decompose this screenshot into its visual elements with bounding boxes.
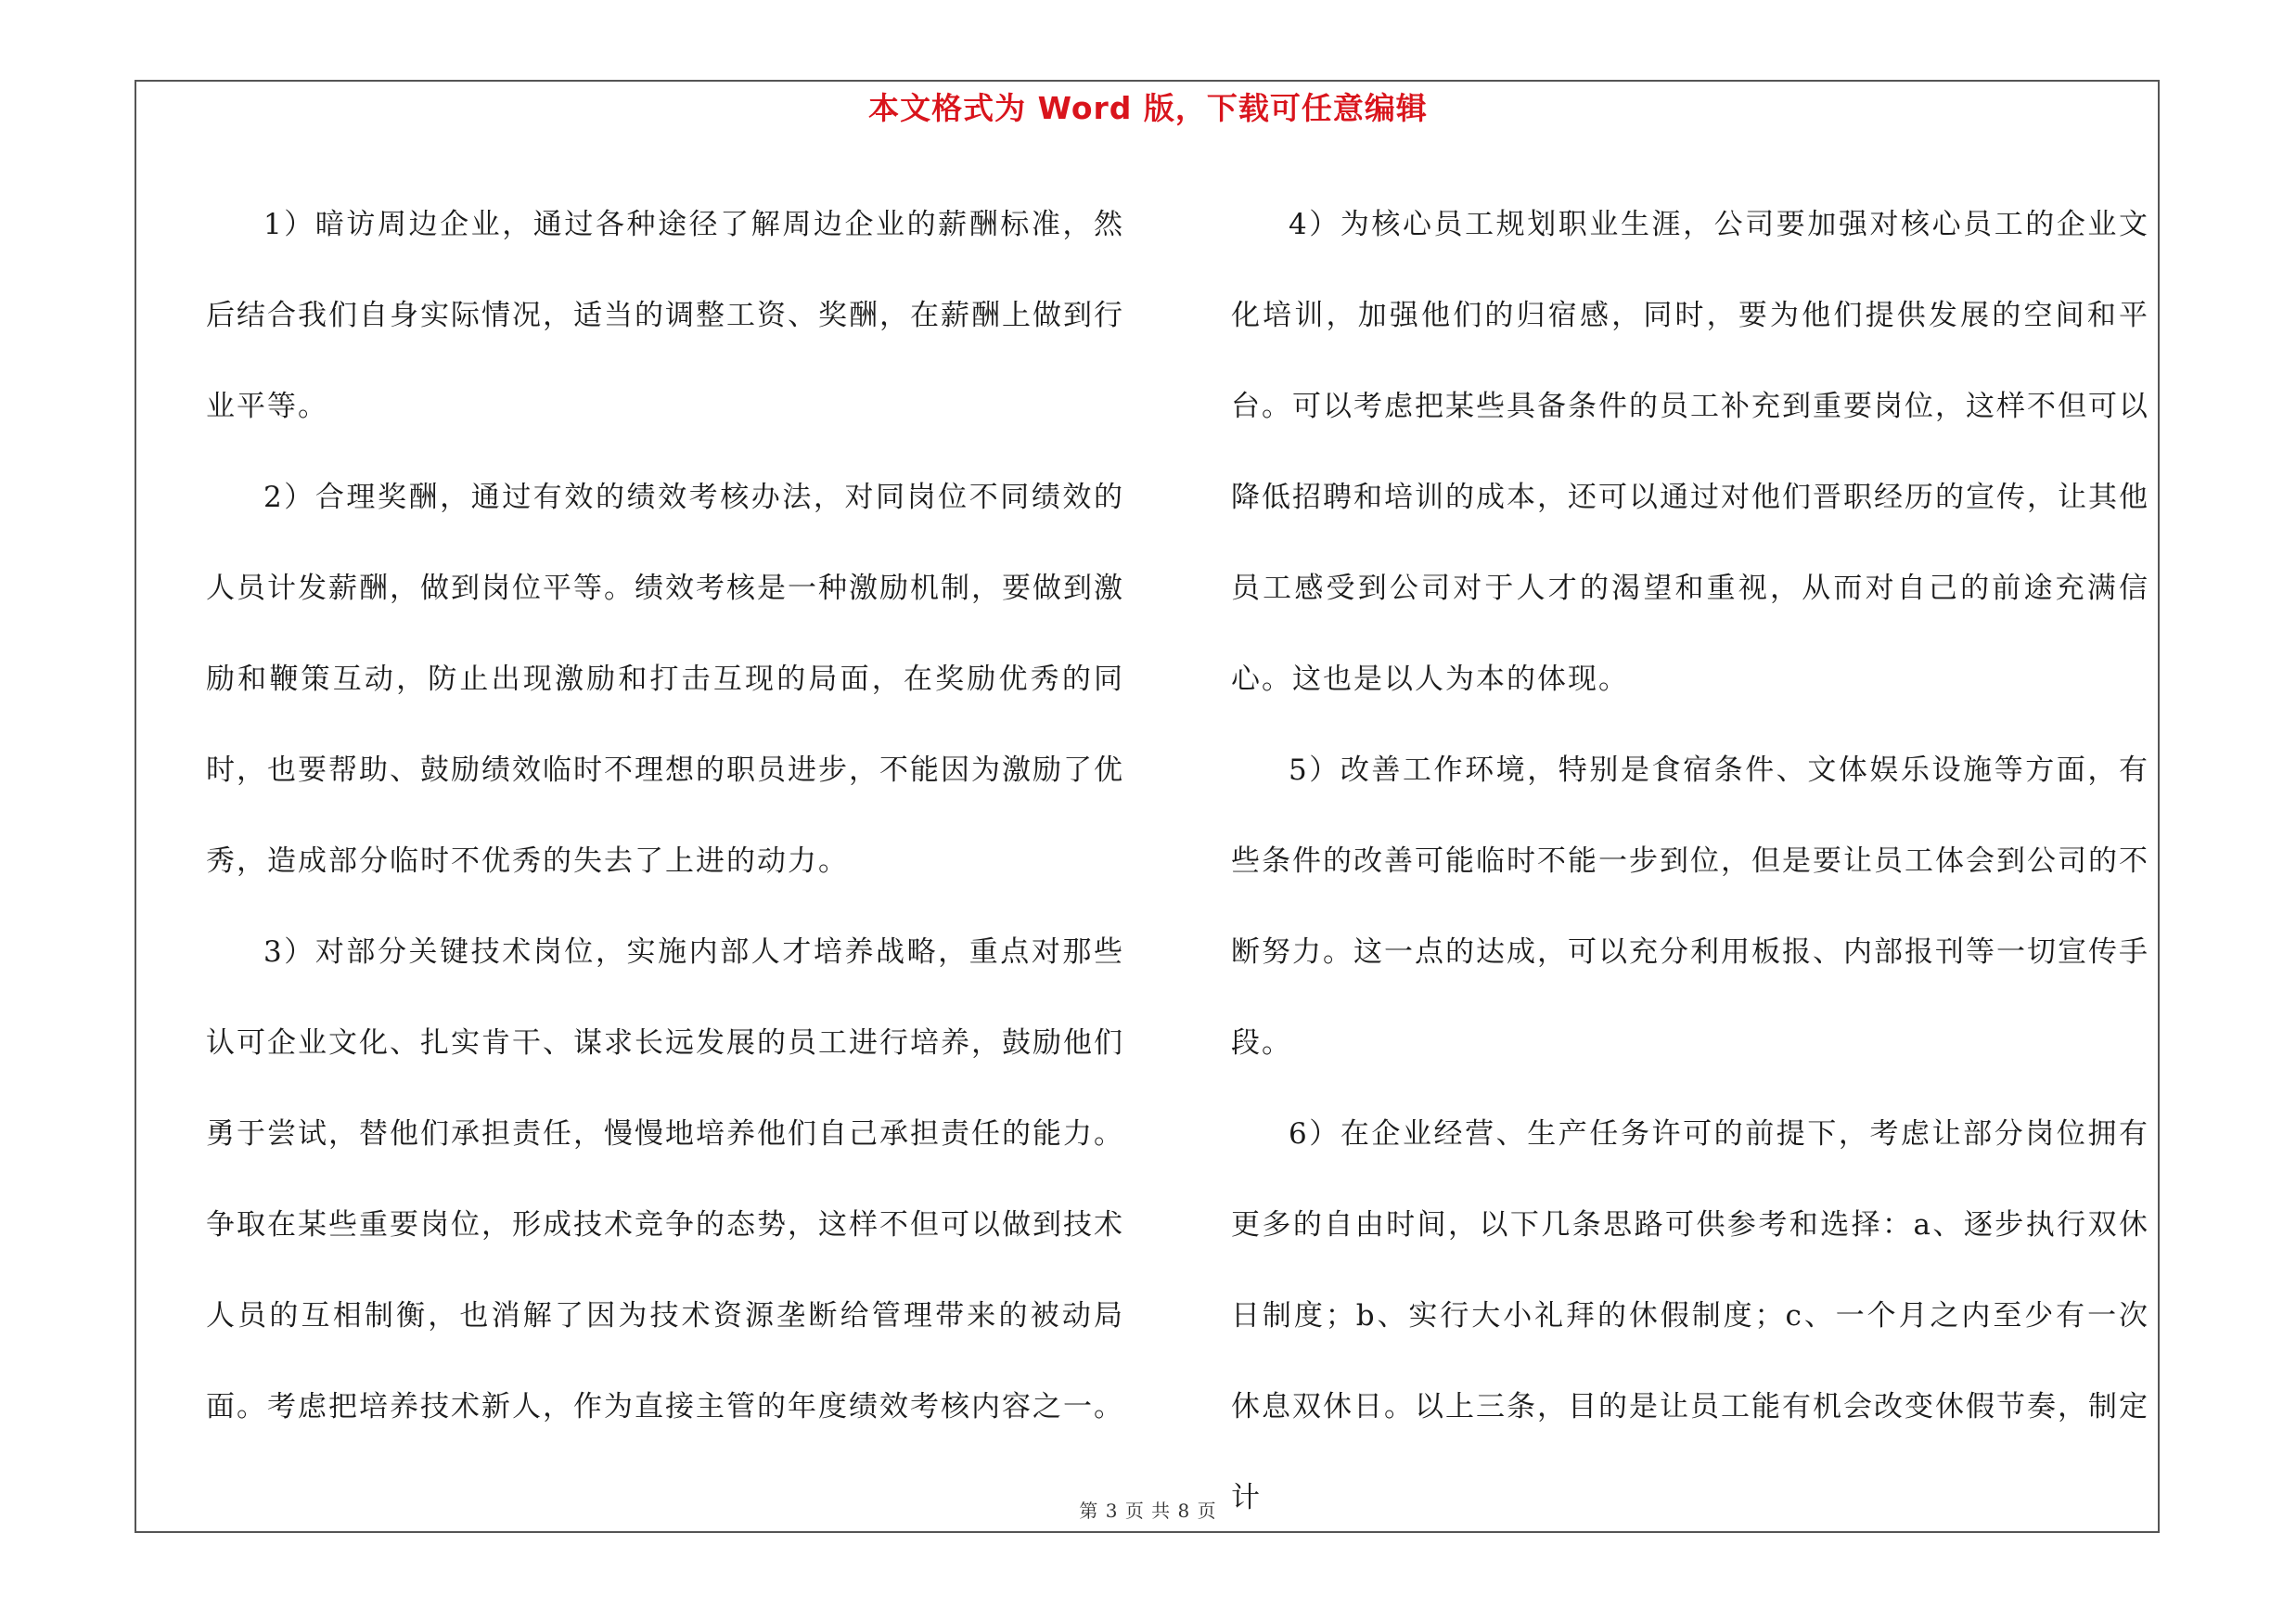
- right-column: [1231, 179, 2149, 1543]
- paragraph-6: 6）在企业经营、生产任务许可的前提下，考虑让部分岗位拥有更多的自由时间，以下几条思路可供参考和选择：a、逐步执行双休日制度；b、实行大小礼拜的休假制度；c、一个月之内至少有一次休息双休日。以上三条，目的是让员工能有机会改变休假节奏，制定计: [1231, 1117, 2149, 1514]
- paragraph-1: 1）暗访周边企业，通过各种途径了解周边企业的薪酬标准，然后结合我们自身实际情况，适当的调整工资、奖酬，在薪酬上做到行业平等。: [206, 208, 1124, 423]
- paragraph-3: 3）对部分关键技术岗位，实施内部人才培养战略，重点对那些认可企业文化、扎实肯干、谋求长远发展的员工进行培养，鼓励他们勇于尝试，替他们承担责任，慢慢地培养他们自己承担责任的能力。争取在某些重要岗位，形成技术竞争的态势，这样不但可以做到技术人员的互相制衡，也消解了因为技术资源垄断给管理带来的被动局面。考虑把培养技术新人，作为直接主管的年度绩效考核内容之一。: [206, 935, 1124, 1423]
- format-banner: 本文格式为 Word 版，下载可任意编辑: [868, 90, 1428, 126]
- page-number: 第 3 页 共 8 页: [1079, 1500, 1217, 1522]
- left-column: [206, 179, 1124, 1452]
- paragraph-2: 2）合理奖酬，通过有效的绩效考核办法，对同岗位不同绩效的人员计发薪酬，做到岗位平等。绩效考核是一种激励机制，要做到激励和鞭策互动，防止出现激励和打击互现的局面，在奖励优秀的同时，也要帮助、鼓励绩效临时不理想的职员进步，不能因为激励了优秀，造成部分临时不优秀的失去了上进的动力。: [206, 481, 1124, 878]
- paragraph-5: 5）改善工作环境，特别是食宿条件、文体娱乐设施等方面，有些条件的改善可能临时不能一步到位，但是要让员工体会到公司的不断努力。这一点的达成，可以充分利用板报、内部报刊等一切宣传手段。: [1231, 754, 2149, 1060]
- paragraph-4: 4）为核心员工规划职业生涯，公司要加强对核心员工的企业文化培训，加强他们的归宿感，同时，要为他们提供发展的空间和平台。可以考虑把某些具备条件的员工补充到重要岗位，这样不但可以降低招聘和培训的成本，还可以通过对他们晋职经历的宣传，让其他员工感受到公司对于人才的渴望和重视，从而对自己的前途充满信心。这也是以人为本的体现。: [1231, 208, 2149, 696]
